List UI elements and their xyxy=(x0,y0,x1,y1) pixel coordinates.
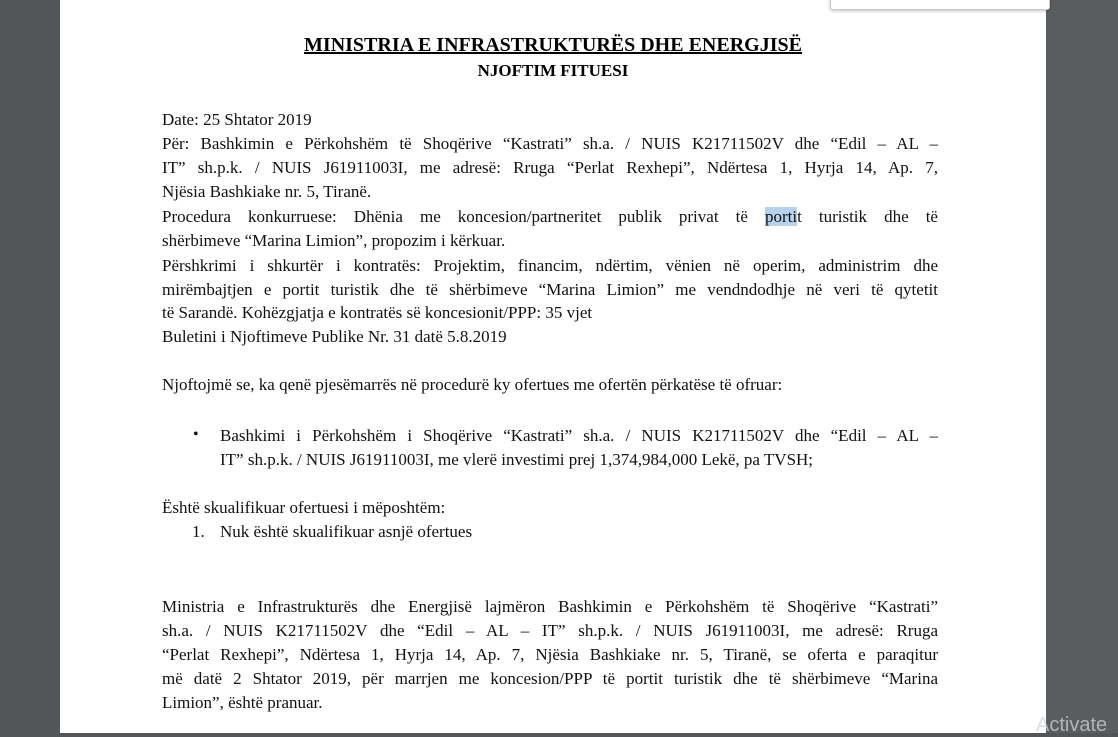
list-number: 1. xyxy=(192,522,205,541)
final-line-1: Ministria e Infrastrukturës dhe Energjisë lajmëron Bashkimin e Përkohshëm të Shoqërive “Kastrati” xyxy=(162,597,938,616)
bullet-icon: • xyxy=(193,426,199,443)
pershkrimi-line-1: Përshkrimi i shkurtër i kontratës: Projektim, financim, ndërtim, vënien në operim, administrim dhe xyxy=(162,256,938,275)
procedura-text-before: Procedura konkurruese: Dhënia me koncesion/partneritet publik privat të xyxy=(162,207,765,226)
pershkrimi-line-3: të Sarandë. Kohëzgjatja e kontratës së koncesionit/PPP: 35 vjet xyxy=(162,303,593,322)
procedura-line-1[interactable] xyxy=(162,207,938,227)
final-line-2: sh.a. / NUIS K21711502V dhe “Edil – AL – IT” sh.p.k. / NUIS J61911003I, me adresë: Rruga xyxy=(162,621,938,640)
document-title: MINISTRIA E INFRASTRUKTURËS DHE ENERGJISË xyxy=(304,34,802,56)
viewer-background-right xyxy=(1046,0,1118,733)
pershkrimi-line-2: mirëmbajtjen e portit turistik dhe të shërbimeve “Marina Limion” me vendndodhje në veri të qytetit xyxy=(162,280,938,299)
text-selection-highlight[interactable]: porti xyxy=(764,207,798,226)
buletini-line: Buletini i Njoftimeve Publike Nr. 31 datë 5.8.2019 xyxy=(162,327,507,346)
bullet-line-2: IT” sh.p.k. / NUIS J61911003I, me vlerë investimi prej 1,374,984,000 Lekë, pa TVSH; xyxy=(220,450,814,469)
final-line-5: Limion”, është pranuar. xyxy=(162,693,323,712)
list-item: Nuk është skualifikuar asnjë ofertues xyxy=(220,522,473,541)
final-line-3: “Perlat Rexhepi”, Ndërtesa 1, Hyrja 14, Ap. 7, Njësia Bashkiake nr. 5, Tiranë, se oferta e paraqitur xyxy=(162,645,938,664)
skualifikuar-heading: Është skualifikuar ofertuesi i mëposhtëm: xyxy=(162,498,446,517)
final-line-4: më datë 2 Shtator 2019, për marrjen me koncesion/PPP të portit turistik dhe të shërbimeve “Marina xyxy=(162,669,938,688)
per-line-3: Njësia Bashkiake nr. 5, Tiranë. xyxy=(162,182,372,201)
popup-panel-edge[interactable] xyxy=(830,0,1050,10)
date-line: Date: 25 Shtator 2019 xyxy=(162,110,312,129)
document-subtitle: NJOFTIM FITUESI xyxy=(477,61,629,80)
procedura-text-after: t turistik dhe të xyxy=(797,207,938,226)
bullet-line-1: Bashkimi i Përkohshëm i Shoqërive “Kastrati” sh.a. / NUIS K21711502V dhe “Edil – AL – xyxy=(220,426,938,445)
activate-watermark: Activate xyxy=(1036,714,1108,736)
per-line-1: Për: Bashkimin e Përkohshëm të Shoqërive “Kastrati” sh.a. / NUIS K21711502V dhe “Edil – AL – xyxy=(162,134,938,153)
procedura-line-2: shërbimeve “Marina Limion”, propozim i kërkuar. xyxy=(162,231,506,250)
njoftojme-line: Njoftojmë se, ka qenë pjesëmarrës në procedurë ky ofertues me ofertën përkatëse të ofruar: xyxy=(162,375,783,394)
document-page xyxy=(60,0,1046,733)
per-line-2: IT” sh.p.k. / NUIS J61911003I, me adresë: Rruga “Perlat Rexhepi”, Ndërtesa 1, Hyrja 14, Ap. 7, xyxy=(162,158,938,177)
